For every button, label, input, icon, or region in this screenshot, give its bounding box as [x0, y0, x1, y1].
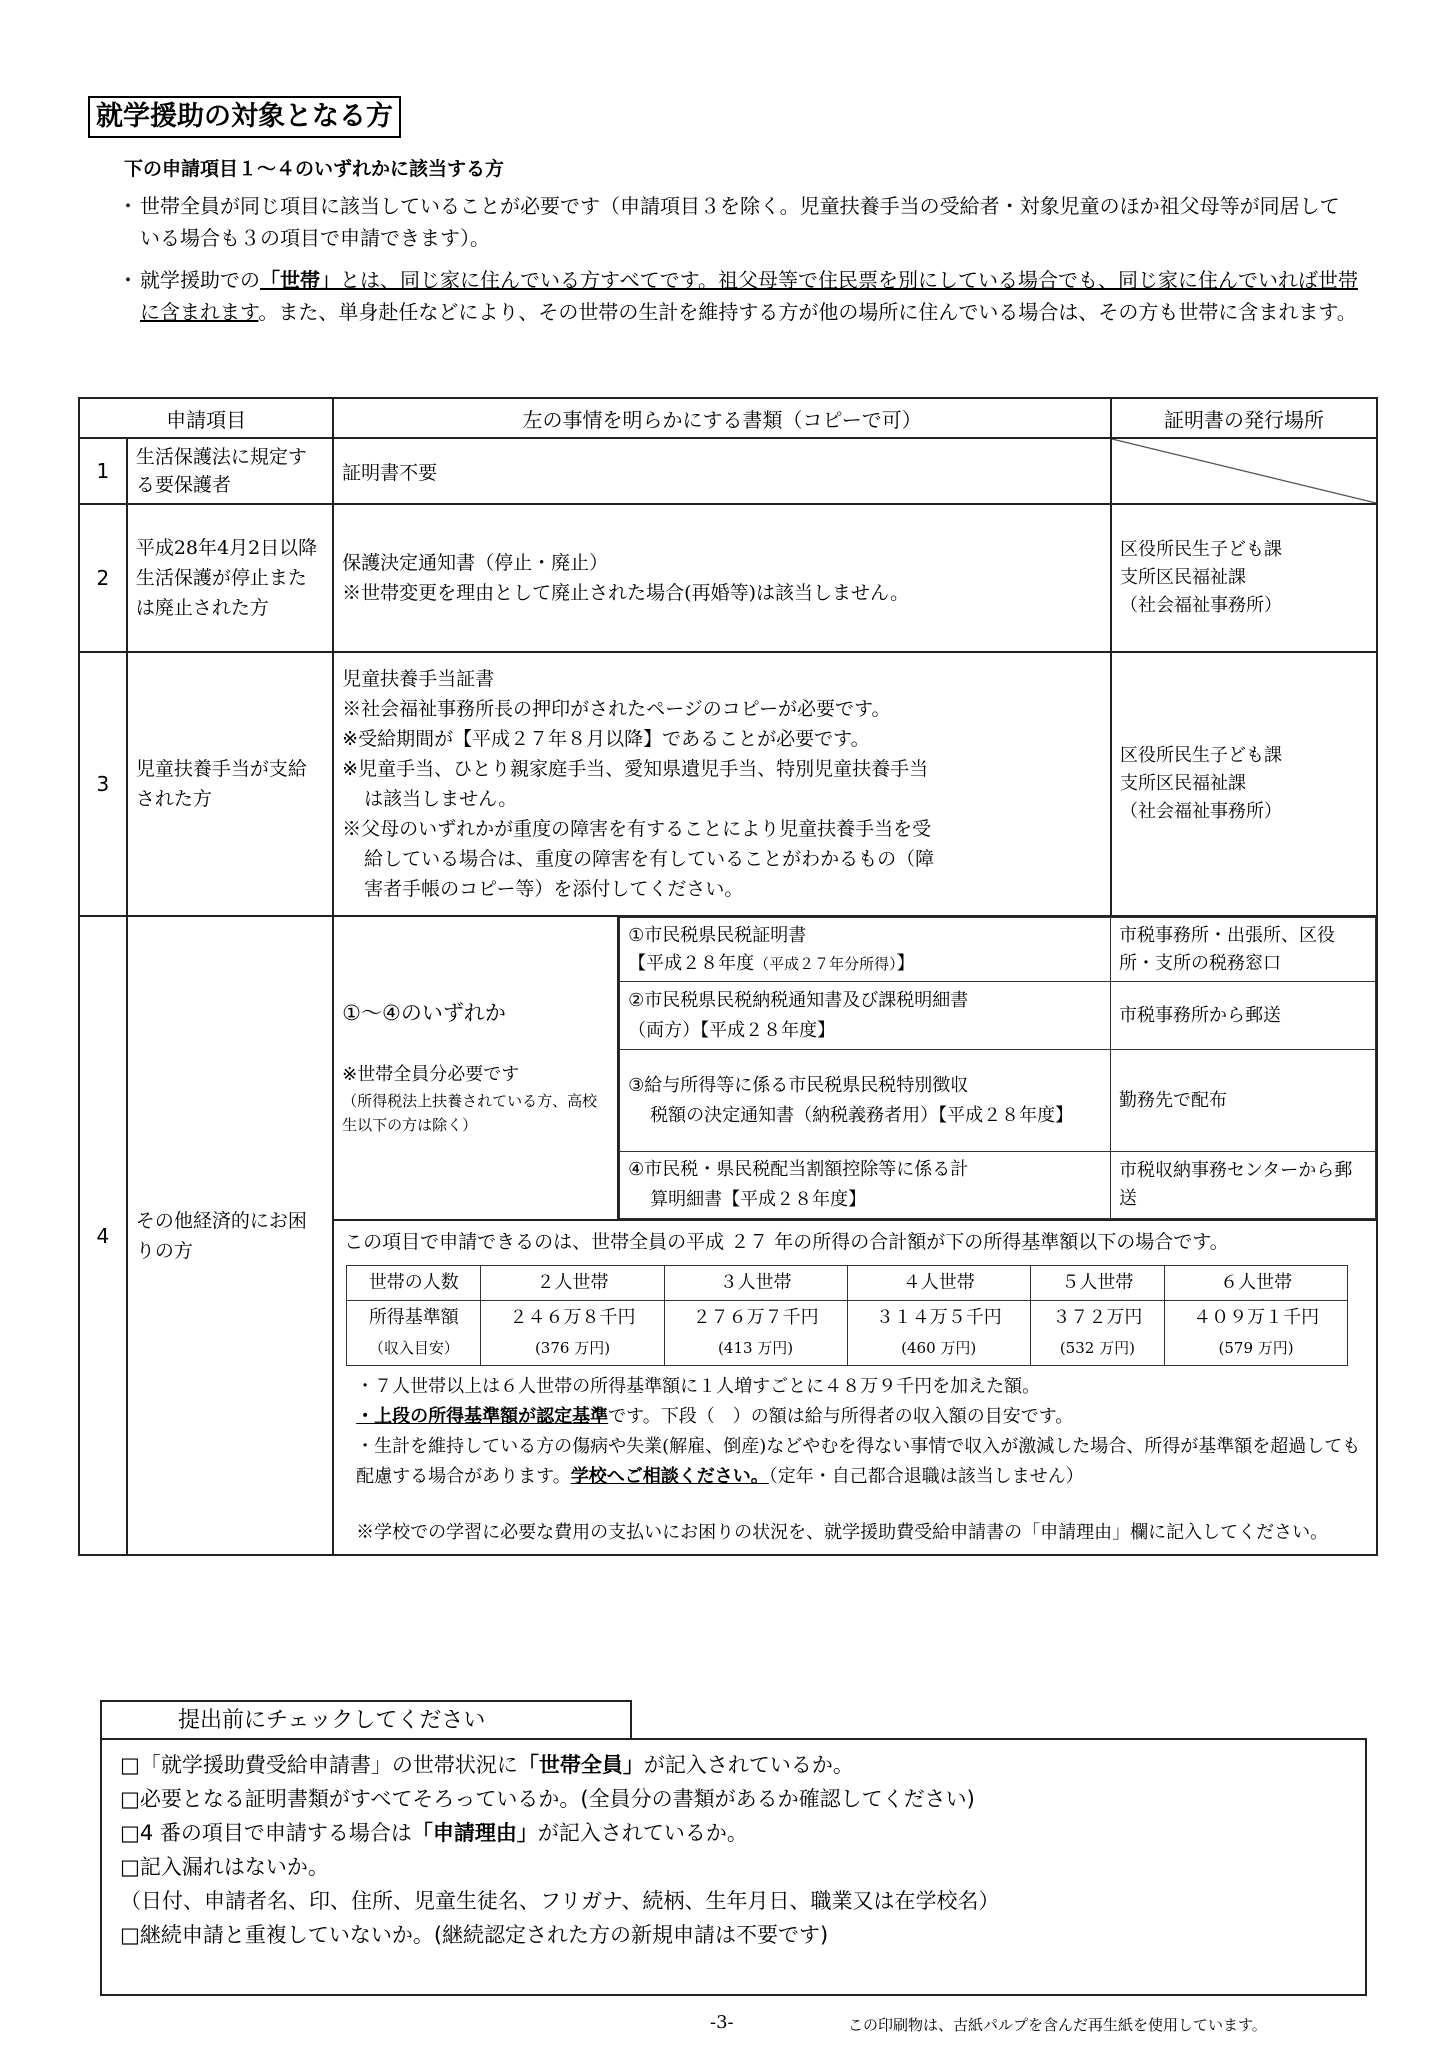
income-value-cell: ３７２万円 (532 万円) — [1030, 1301, 1164, 1366]
income-value-cell: ２４６万８千円 (376 万円) — [481, 1301, 664, 1366]
subtitle: 下の申請項目１～４のいずれかに該当する方 — [124, 158, 505, 180]
check-item: □必要となる証明書類がすべてそろっているか。(全員分の書類があるか確認してください) — [120, 1787, 975, 1811]
income-label-cell: 所得基準額 （収入目安） — [347, 1301, 481, 1366]
income-value-cell: ４０９万１千円 (579 万円) — [1165, 1301, 1348, 1366]
income-header-cell: ２人世帯 — [481, 1266, 664, 1301]
check-item: □継続申請と重複していないか。(継続認定された方の新規申請は不要です) — [120, 1923, 829, 1947]
bullet-2: ・ 就学援助での「世帯」とは、同じ家に住んでいる方すべてです。祖父母等で住民票を別にしている場合でも、同じ家に住んでいれば世帯に含まれます。また、単身赴任などにより、その世帯の生計を維持する方が他の場所に住んでいる場合は、その方も世帯に含まれます。 — [118, 268, 1358, 324]
eligibility-table — [78, 397, 1378, 1556]
header-docs: 左の事情を明らかにする書類（コピーで可） — [333, 398, 1111, 438]
income-header-cell: ４人世帯 — [847, 1266, 1030, 1301]
income-header-cell: ６人世帯 — [1165, 1266, 1348, 1301]
check-item: □4 番の項目で申請する場合は「申請理由」が記入されているか。 — [120, 1821, 748, 1845]
checklist — [120, 1748, 999, 1952]
header-place: 証明書の発行場所 — [1111, 398, 1377, 438]
table-row: 3 児童扶養手当が支給された方 児童扶養手当証書 ※社会福祉事務所長の押印がされたページのコピーが必要です。 ※受給期間が【平成２７年８月以降】であることが必要です。 ※児童手当、ひとり親家庭手当、愛知県遺児手当、特別児童扶養手当 は該当しません。 ※父母のいずれかが重度の障害を有することにより児童扶養手当を受 給している場合は、重度の障害を有していることがわかるもの（障 害者手帳のコピー等）を添付してください。 区役所民生子ども課 支所区民福祉課 （社会福祉事務所） — [79, 652, 1377, 916]
income-table — [346, 1265, 1348, 1366]
page-number: -3- — [710, 2012, 734, 2033]
income-value-cell: ３１４万５千円 (460 万円) — [847, 1301, 1030, 1366]
income-value-cell: ２７６万７千円 (413 万円) — [664, 1301, 847, 1366]
income-header-cell: ５人世帯 — [1030, 1266, 1164, 1301]
table-row: 4 その他経済的にお困りの方 ①～④のいずれか ※世帯全員分必要です （所得税法上扶養されている方、高校生以下の方は除く） ①市民税県民税証明書 【平成２８年度（平成２７年分所得）】 市税事務所・出張所、区役所・支所の税務窓口 ②市民税県民税納税通知書及び課税明細書 （両方）【平成２８年度】 市税事務所から郵送 ③給与所得等に係る市民税県民税特別徴収 税額の決定通知書（納税義務者用）【平成２８年度】 勤務先で配布 ④市民税・県民税配当割額控除等に係る計 算明細書【平成２８年度】 市税収納事務センターから郵送 — [79, 916, 1377, 1220]
income-header-cell: 世帯の人数 — [347, 1266, 481, 1301]
recycled-paper-note: この印刷物は、古紙パルプを含んだ再生紙を使用しています。 — [848, 2016, 1267, 2034]
table-row: 1 生活保護法に規定する要保護者 証明書不要 — [79, 438, 1377, 504]
check-item: □「就学援助費受給申請書」の世帯状況に「世帯全員」が記入されているか。 — [120, 1753, 854, 1777]
table-row: 2 平成28年4月2日以降生活保護が停止または廃止された方 保護決定通知書（停止・廃止） ※世帯変更を理由として廃止された場合(再婚等)は該当しません。 区役所民生子ども課 支所区民福祉課 （社会福祉事務所） — [79, 504, 1377, 652]
not-applicable-cell — [1111, 438, 1377, 504]
table-row: この項目で申請できるのは、世帯全員の平成 ２７ 年の所得の合計額が下の所得基準額以下の場合です。 世帯の人数 ２人世帯 ３人世帯 ４人世帯 ５人世帯 ６人世帯 所得基準額 （収入目安） ２４６万８千円 (376 万円) ２７６万７千円 (413 万円) ３１４万５千円 (460 万円) ３７２万円 (532 万円) ４０９万１千円 (579 万円) ・７人世帯以上は６人世帯の所得基準額に１人増すごとに４８万９千円を加えた額。 ・上段の所得基準額が認定基準です。下段（ ）の額は給与所得者の収入額の目安です。 ・生計を維持している方の傷病や失業(解雇、倒産)などやむを得ない事情で収入が激減した場合、所得が基準額を超過しても配慮する場合があります。学校へご相談ください。（定年・自己都合退職は該当しません） ※学校での学習に必要な費用の支払いにお困りの状況を、就学援助費受給申請書の「申請理由」欄に記入してください。 — [79, 1220, 1377, 1555]
page-title: 就学援助の対象となる方 — [88, 96, 401, 138]
header-item: 申請項目 — [79, 398, 333, 438]
tax-documents-table: ①市民税県民税証明書 【平成２８年度（平成２７年分所得）】 市税事務所・出張所、区役所・支所の税務窓口 ②市民税県民税納税通知書及び課税明細書 （両方）【平成２８年度】 市税事務所から郵送 ③給与所得等に係る市民税県民税特別徴収 税額の決定通知書（納税義務者用）【平成２８年度】 勤務先で配布 ④市民税・県民税配当割額控除等に係る計 算明細書【平成２８年度】 市税収納事務センターから郵送 — [619, 917, 1376, 1219]
check-item-detail: （日付、申請者名、印、住所、児童生徒名、フリガナ、続柄、生年月日、職業又は在学校名） — [120, 1889, 1000, 1913]
check-item: □記入漏れはないか。 — [120, 1855, 329, 1879]
bullet-1: ・ 世帯全員が同じ項目に該当していることが必要です（申請項目３を除く。児童扶養手当の受給者・対象児童のほか祖父母等が同居している場合も３の項目で申請できます）。 — [118, 194, 1340, 250]
checklist-header: 提出前にチェックしてください — [100, 1700, 632, 1740]
income-header-cell: ３人世帯 — [664, 1266, 847, 1301]
